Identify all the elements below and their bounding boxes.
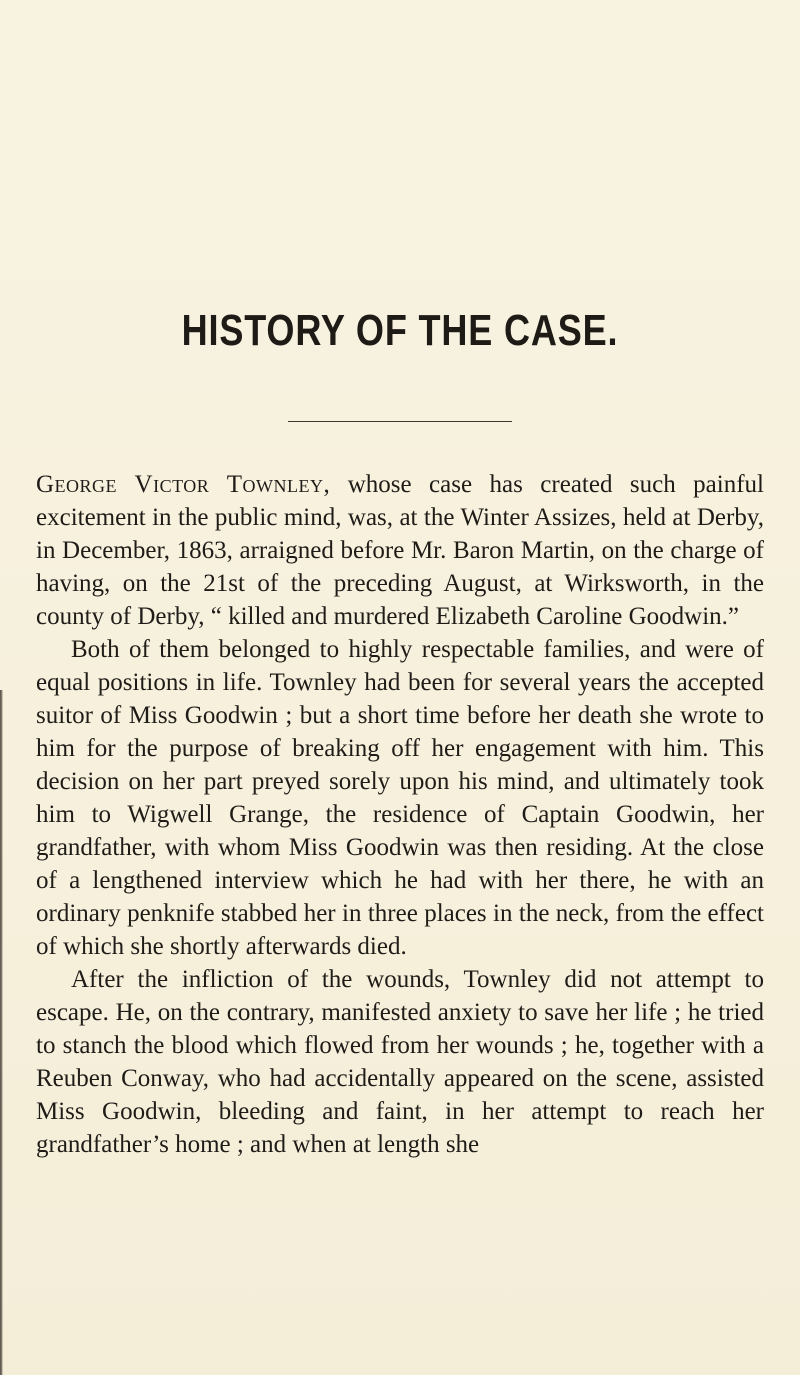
paragraph-lead-name: George Victor Townley, bbox=[36, 471, 331, 498]
paragraph-text: whose case has created such painful excitement in the public mind, was, at the Winter Assizes, held at Derby, in December, 1863, arraigned before Mr. Baron Martin, on the charge of having, on the 21st of the preceding August, at Wirksworth, in the county of Derby, “ killed and murdered Elizabeth Caroline Goodwin.” bbox=[36, 471, 764, 630]
body-text bbox=[36, 468, 764, 1161]
paragraph-1 bbox=[36, 468, 764, 633]
paragraph-3: After the infliction of the wounds, Townley did not attempt to escape. He, on the contrary, manifested anxiety to save her life ; he tried to stanch the blood which flowed from her wounds ; he, together with a Reuben Conway, who had accidentally appeared on the scene, assisted Miss Goodwin, bleeding and faint, in her attempt to reach her grandfather’s home ; and when at length she bbox=[36, 966, 764, 1158]
page-edge-shadow bbox=[0, 690, 3, 1375]
paragraph-2: Both of them belonged to highly respectable families, and were of equal positions in life. Townley had been for several years the accepted suitor of Miss Goodwin ; but a short time before her death she wrote to him for the purpose of breaking off her engagement with him. This decision on her part preyed sorely upon his mind, and ultimately took him to Wigwell Grange, the residence of Captain Goodwin, her grandfather, with whom Miss Goodwin was then residing. At the close of a lengthened interview which he had with her there, he with an ordinary penknife stabbed her in three places in the neck, from the effect of which she shortly afterwards died. bbox=[36, 636, 764, 960]
heading-rule bbox=[288, 421, 512, 422]
chapter-heading: HISTORY OF THE CASE. bbox=[181, 306, 619, 355]
